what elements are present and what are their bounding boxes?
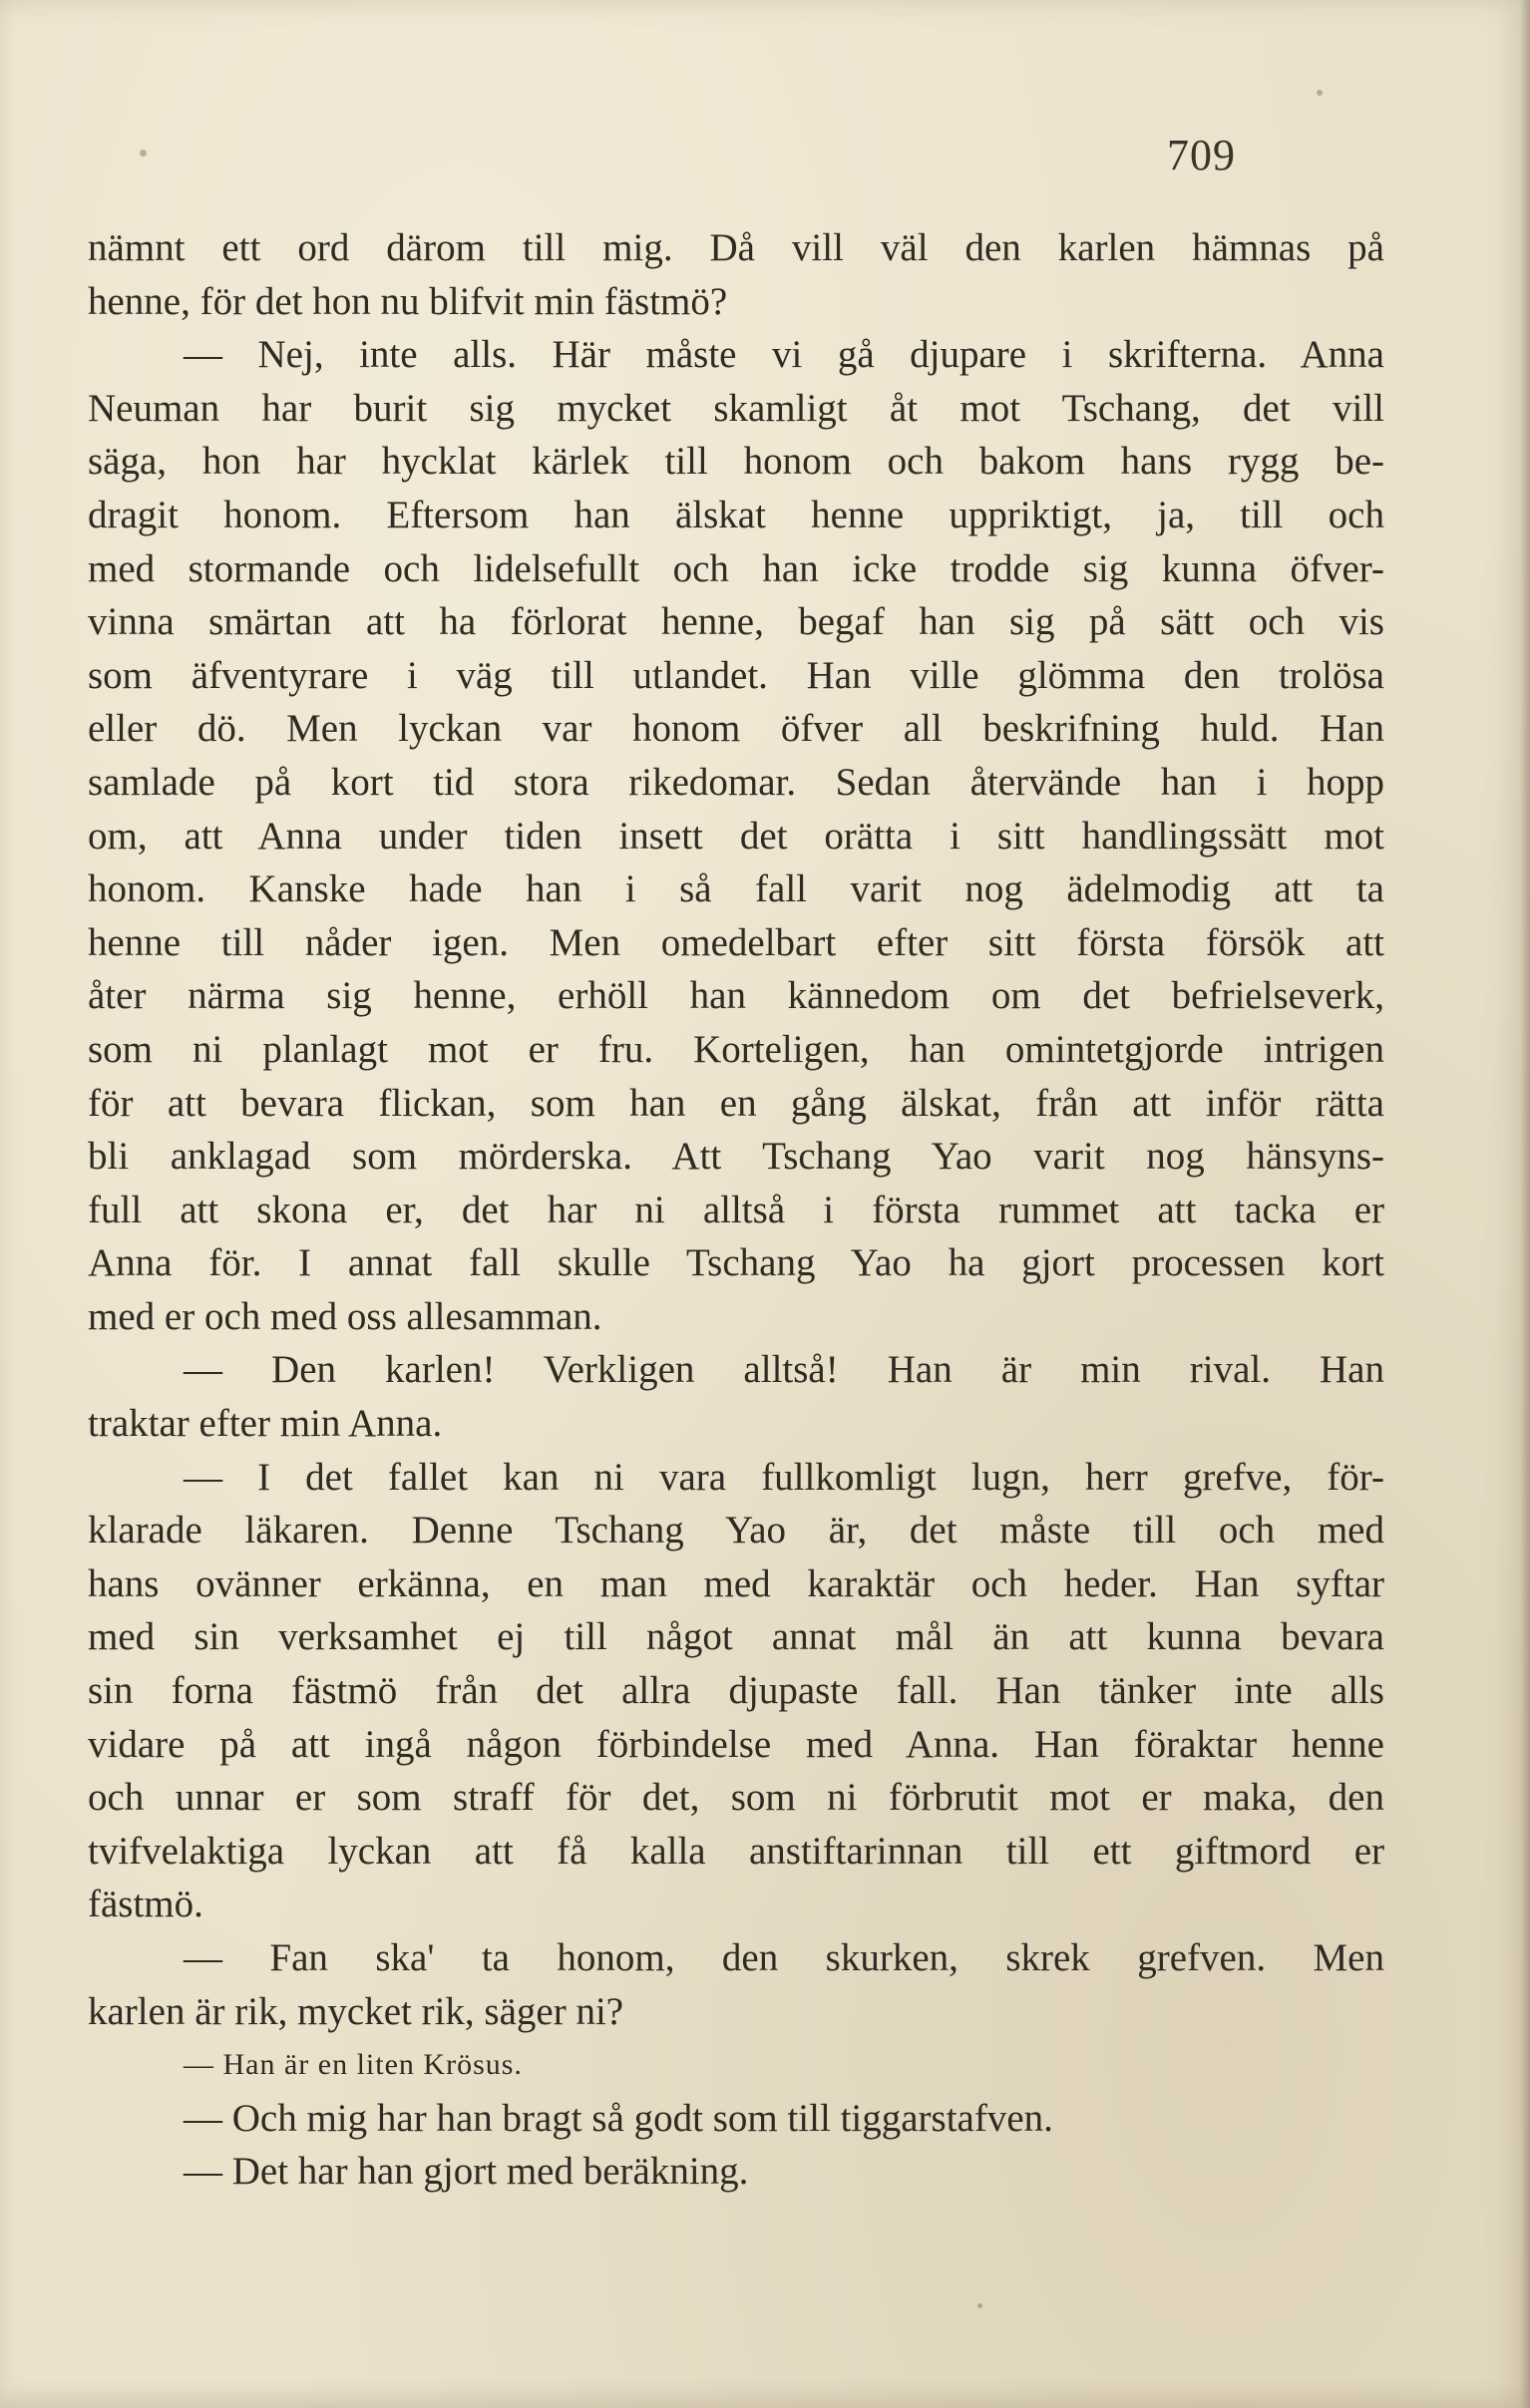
text-line: och unnar er som straff för det, som ni förbrutit mot er maka, den (88, 1776, 1384, 1820)
text-line: honom. Kanske hade han i så fall varit nog ädelmodig att ta (88, 867, 1384, 911)
text-line: som äfventyrare i väg till utlandet. Han ville glömma den trolösa (88, 653, 1384, 697)
text-line: eller dö. Men lyckan var honom öfver all beskrifning huld. Han (88, 707, 1384, 751)
text-line: — I det fallet kan ni vara fullkomligt lugn, herr grefve, för- (184, 1455, 1384, 1499)
text-line: tvifvelaktiga lyckan att få kalla anstiftarinnan till ett giftmord er (88, 1829, 1384, 1873)
text-line: om, att Anna under tiden insett det orätta i sitt handlingssätt mot (88, 814, 1384, 858)
text-line: full att skona er, det har ni alltså i första rummet att tacka er (88, 1188, 1384, 1231)
text-line: för att bevara flickan, som han en gång älskat, från att inför rätta (88, 1081, 1384, 1125)
text-line: säga, hon har hycklat kärlek till honom och bakom hans rygg be- (88, 440, 1384, 484)
text-line: karlen är rik, mycket rik, säger ni? (88, 1989, 624, 2033)
paper-speck (977, 2303, 982, 2308)
text-line: hans ovänner erkänna, en man med karaktär och heder. Han syftar (88, 1561, 1384, 1605)
text-line: klarade läkaren. Denne Tschang Yao är, det måste till och med (88, 1509, 1384, 1552)
text-line: dragit honom. Eftersom han älskat henne uppriktigt, ja, till och (88, 493, 1384, 536)
text-line: vidare på att ingå någon förbindelse med Anna. Han föraktar henne (88, 1722, 1384, 1766)
text-line: henne till nåder igen. Men omedelbart efter sitt första försök att (88, 920, 1384, 964)
text-line: nämnt ett ord därom till mig. Då vill väl den karlen hämnas på (88, 226, 1384, 269)
text-line: vinna smärtan att ha förlorat henne, begaf han sig på sätt och vis (88, 600, 1384, 644)
paper-speck (1317, 90, 1323, 96)
text-line: åter närma sig henne, erhöll han kännedom om det befrielseverk, (88, 974, 1384, 1018)
text-line: med er och med oss allesamman. (88, 1294, 602, 1338)
text-line: — Nej, inte alls. Här måste vi gå djupare i skrifterna. Anna (184, 333, 1384, 377)
text-line: — Den karlen! Verkligen alltså! Han är min rival. Han (184, 1348, 1384, 1392)
text-line: Anna för. I annat fall skulle Tschang Yao ha gjort processen kort (88, 1241, 1384, 1285)
text-line: henne, för det hon nu blifvit min fästmö? (88, 279, 728, 323)
text-line: med stormande och lidelsefullt och han icke trodde sig kunna öfver- (88, 546, 1384, 590)
text-line: — Fan ska' ta honom, den skurken, skrek grefven. Men (184, 1936, 1384, 1979)
paper-speck (140, 150, 147, 157)
text-line: — Och mig har han bragt så godt som till tiggarstafven. (184, 2096, 1053, 2140)
text-line: med sin verksamhet ej till något annat mål än att kunna bevara (88, 1615, 1384, 1659)
text-line: bli anklagad som mörderska. Att Tschang Yao varit nog hänsyns- (88, 1135, 1384, 1179)
body-text (88, 221, 1384, 2199)
text-line: fästmö. (88, 1883, 203, 1926)
text-line: — Det har han gjort med beräkning. (184, 2150, 749, 2194)
text-line: samlade på kort tid stora rikedomar. Sedan återvände han i hopp (88, 760, 1384, 804)
text-line: — Han är en liten Krösus. (184, 2048, 523, 2082)
text-line: Neuman har burit sig mycket skamligt åt mot Tschang, det vill (88, 386, 1384, 430)
text-line: sin forna fästmö från det allra djupaste fall. Han tänker inte alls (88, 1669, 1384, 1713)
page-number: 709 (1167, 131, 1236, 179)
text-line: som ni planlagt mot er fru. Korteligen, han omintetgjorde intrigen (88, 1027, 1384, 1071)
text-line: traktar efter min Anna. (88, 1402, 443, 1446)
page-edge-shadow (1520, 0, 1530, 2408)
